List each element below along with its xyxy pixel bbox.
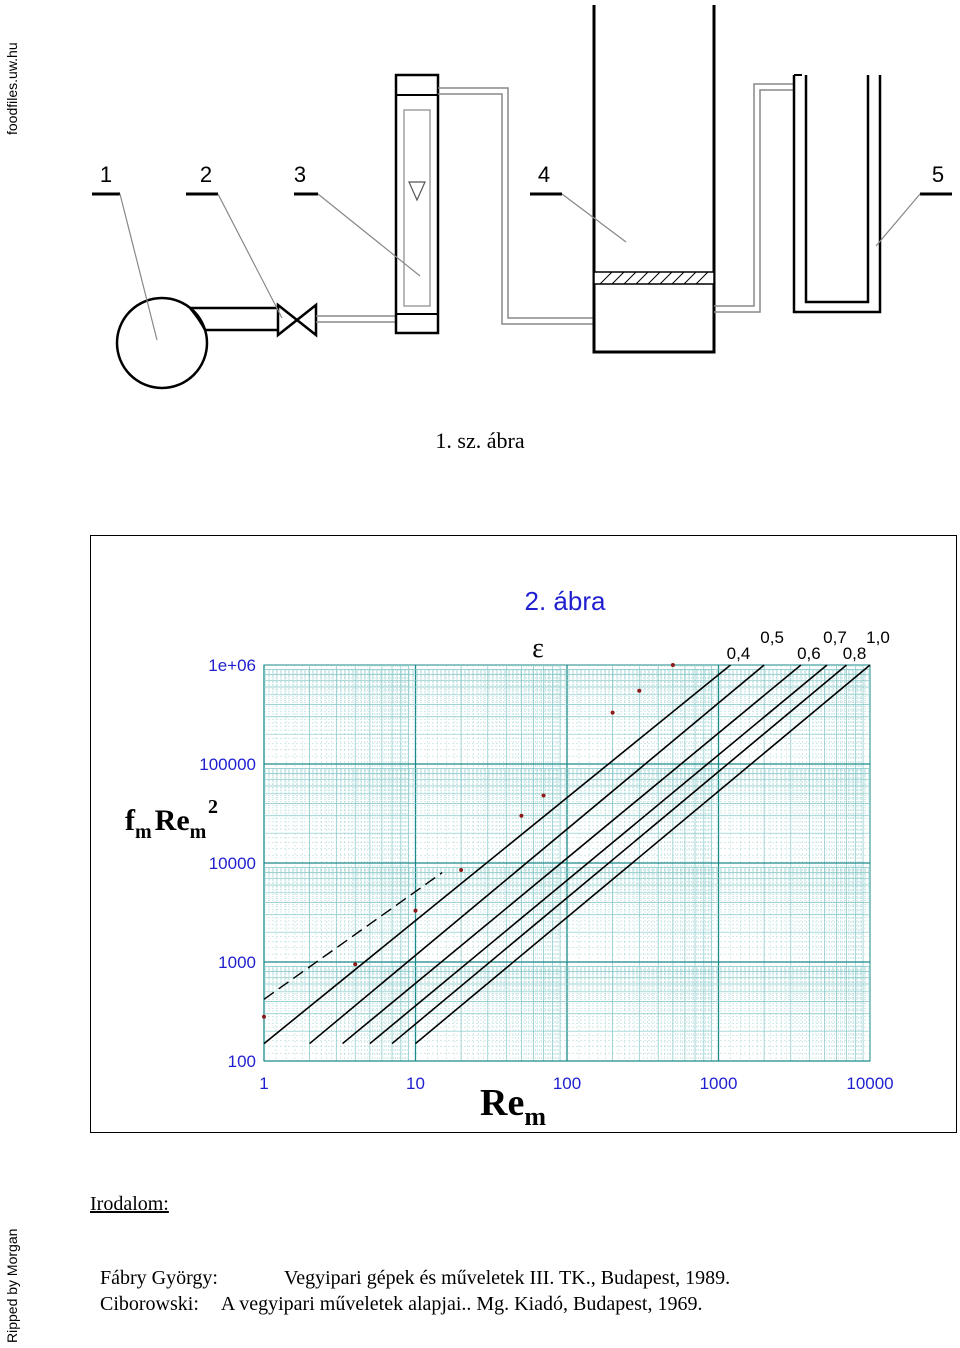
data-point <box>637 689 641 693</box>
data-point <box>519 814 523 818</box>
references-title: Irodalom: <box>90 1193 169 1215</box>
series-label: 0,5 <box>760 628 784 647</box>
x-tick-label: 10000 <box>846 1074 894 1093</box>
data-point <box>353 962 357 966</box>
side-text-bottom-label: Ripped by Morgan <box>4 1228 20 1343</box>
label-3: 3 <box>293 162 307 187</box>
x-tick-label: 10 <box>406 1074 425 1093</box>
y-tick-label: 1e+06 <box>208 656 256 675</box>
x-tick-label: 1000 <box>699 1074 738 1093</box>
packed-column-icon <box>594 5 714 352</box>
y-tick-label: 100 <box>227 1052 256 1071</box>
reference-author: Fábry György: <box>100 1267 218 1289</box>
epsilon-symbol: ε <box>532 633 544 664</box>
data-point <box>459 868 463 872</box>
chart-grid <box>264 665 870 1061</box>
data-point <box>262 1015 266 1019</box>
x-tick-label: 100 <box>552 1074 582 1093</box>
x-axis-label: $Re_m$ <box>480 1082 546 1131</box>
label-4: 4 <box>537 162 551 187</box>
x-tick-label: 1 <box>259 1074 269 1093</box>
reference-text: A vegyipari műveletek alapjai.. Mg. Kiadó, Budapest, 1969. <box>220 1293 703 1315</box>
figure1-caption: 1. sz. ábra <box>435 428 525 453</box>
series-label: 0,8 <box>842 644 867 663</box>
series-label: 0,6 <box>797 644 821 663</box>
series-label: 0,4 <box>726 644 751 663</box>
chart-title: 2. ábra <box>524 586 606 616</box>
y-tick-label: 10000 <box>208 854 256 873</box>
side-text-top-label: foodfiles.uw.hu <box>4 42 20 135</box>
y-axis-label: $f_m$ $Re_m$ <box>125 804 207 843</box>
label-1: 1 <box>99 162 113 187</box>
data-point <box>671 663 675 667</box>
series-label: 0,7 <box>823 628 847 647</box>
data-point <box>542 794 546 798</box>
y-tick-label: 100000 <box>199 755 256 774</box>
label-2: 2 <box>199 162 213 187</box>
reference-author: Ciborowski: <box>100 1293 199 1315</box>
series-label: 1,0 <box>866 628 890 647</box>
chart <box>90 535 957 1133</box>
data-point <box>611 711 615 715</box>
valve-icon <box>278 305 316 335</box>
reference-text: Vegyipari gépek és műveletek III. TK., Budapest, 1989. <box>283 1267 731 1289</box>
reference-item <box>90 1270 702 1316</box>
apparatus-diagram <box>0 0 960 480</box>
y-tick-label: 1000 <box>218 953 256 972</box>
label-5: 5 <box>931 162 945 187</box>
y-axis-label-sup: 2 <box>208 796 218 818</box>
rotameter-icon <box>396 75 438 333</box>
side-text-bottom <box>4 1185 24 1345</box>
data-point <box>414 909 418 913</box>
